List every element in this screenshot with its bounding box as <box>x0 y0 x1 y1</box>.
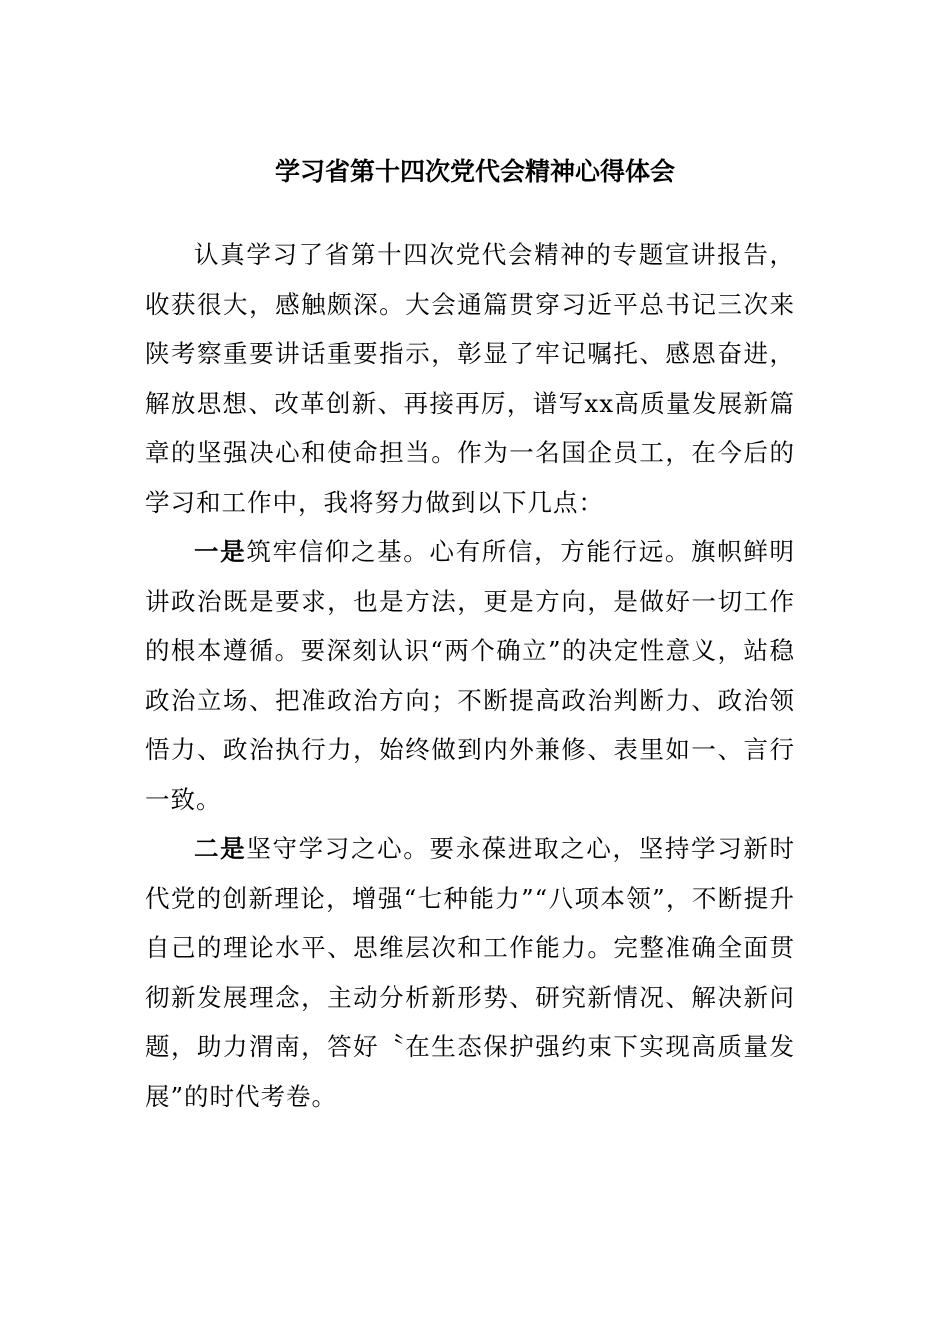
point-paragraph-2 <box>145 824 795 1121</box>
point-text-1: 筑牢信仰之基。心有所信，方能行远。旗帜鲜明讲政治既是要求，也是方法，更是方向，是做好一切工作的根本遵循。要深刻认识“两个确立”的决定性意义，站稳政治立场、把准政治方向；不断提高政治判断力、政治领悟力、政治执行力，始终做到内外兼修、表里如一、言行一致。 <box>145 537 796 814</box>
document-body <box>145 230 795 1121</box>
intro-paragraph: 认真学习了省第十四次党代会精神的专题宣讲报告，收获很大，感触颇深。大会通篇贯穿习近平总书记三次来陕考察重要讲话重要指示，彰显了牢记嘱托、感恩奋进，解放思想、改革创新、再接再厉，谱写xx高质量发展新篇章的坚强决心和使命担当。作为一名国企员工，在今后的学习和工作中，我将努力做到以下几点： <box>145 240 795 517</box>
point-text-2: 坚守学习之心。要永葆进取之心，坚持学习新时代党的创新理论，增强“七种能力”“八项本领”，不断提升自己的理论水平、思维层次和工作能力。完整准确全面贯彻新发展理念，主动分析新形势、研究新情况、解决新问题，助力渭南，答好〝在生态保护强约束下实现高质量发展”的时代考卷。 <box>145 834 796 1111</box>
point-lead-2: 二是 <box>194 834 247 863</box>
point-paragraph-1 <box>145 527 795 824</box>
point-lead-1: 一是 <box>194 537 247 566</box>
document-title: 学习省第十四次党代会精神心得体会 <box>274 157 675 186</box>
